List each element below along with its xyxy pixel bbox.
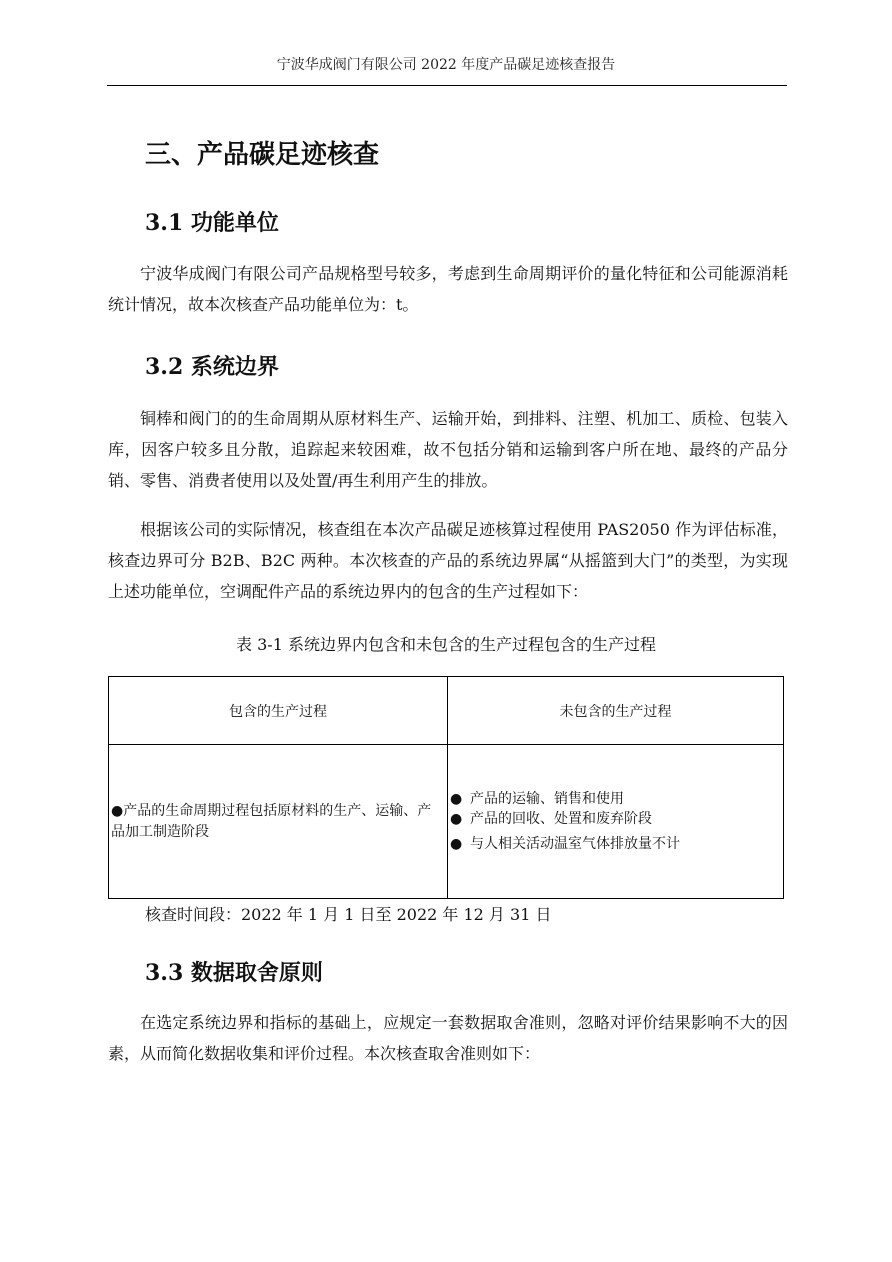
excluded-list [448,789,783,854]
header-divider [107,85,787,86]
section-heading: 三、产品碳足迹核查 [145,140,380,170]
paragraph-system-boundary-1: 铜棒和阀门的的生命周期从原材料生产、运输开始，到排料、注塑、机加工、质检、包装入库，因客户较多且分散，追踪起来较困难，故不包括分销和运输到客户所在地、最终的产品分销、零售、消费者使用以及处置/再生利用产生的排放。 [108,409,788,490]
table-header-row [109,677,784,745]
excluded-processes-cell [448,745,784,899]
table-row [109,745,784,899]
verification-period: 核查时间段：2022 年 1 月 1 日至 2022 年 12 月 31 日 [145,905,552,924]
paragraph-data-cutoff: 在选定系统边界和指标的基础上，应规定一套数据取舍准则，忽略对评价结果影响不大的因素，从而简化数据收集和评价过程。本次核查取舍准则如下： [108,1013,788,1063]
column-header-included: 包含的生产过程 [109,677,448,745]
table-caption: 表 3-1 系统边界内包含和未包含的生产过程包含的生产过程 [236,635,656,654]
list-item: ● 与人相关活动温室气体排放量不计 [450,836,680,852]
paragraph-system-boundary-2: 根据该公司的实际情况，核查组在本次产品碳足迹核算过程使用 PAS2050 作为评估标准，核查边界可分 B2B、B2C 两种。本次核查的产品的系统边界属“从摇篮到大门”的类型，为实现上述功能单位，空调配件产品的系统边界内的包含的生产过程如下： [108,520,788,601]
subsection-heading-3-2: 3.2 系统边界 [145,354,279,380]
list-item: ● 产品的回收、处置和废弃阶段 [450,811,652,827]
process-table [108,676,784,899]
column-header-excluded: 未包含的生产过程 [448,677,784,745]
list-item: ● 产品的运输、销售和使用 [450,791,624,807]
subsection-heading-3-3: 3.3 数据取舍原则 [145,960,323,986]
bullet-icon: ● [450,811,463,827]
bullet-icon: ● [450,791,463,807]
paragraph-functional-unit: 宁波华成阀门有限公司产品规格型号较多，考虑到生命周期评价的量化特征和公司能源消耗统计情况，故本次核查产品功能单位为：t。 [108,264,788,314]
bullet-icon: ● [450,836,463,852]
running-header: 宁波华成阀门有限公司 2022 年度产品碳足迹核查报告 [276,57,616,73]
subsection-heading-3-1: 3.1 功能单位 [145,210,279,236]
included-processes-cell: ●产品的生命周期过程包括原材料的生产、运输、产品加工制造阶段 [109,745,448,899]
